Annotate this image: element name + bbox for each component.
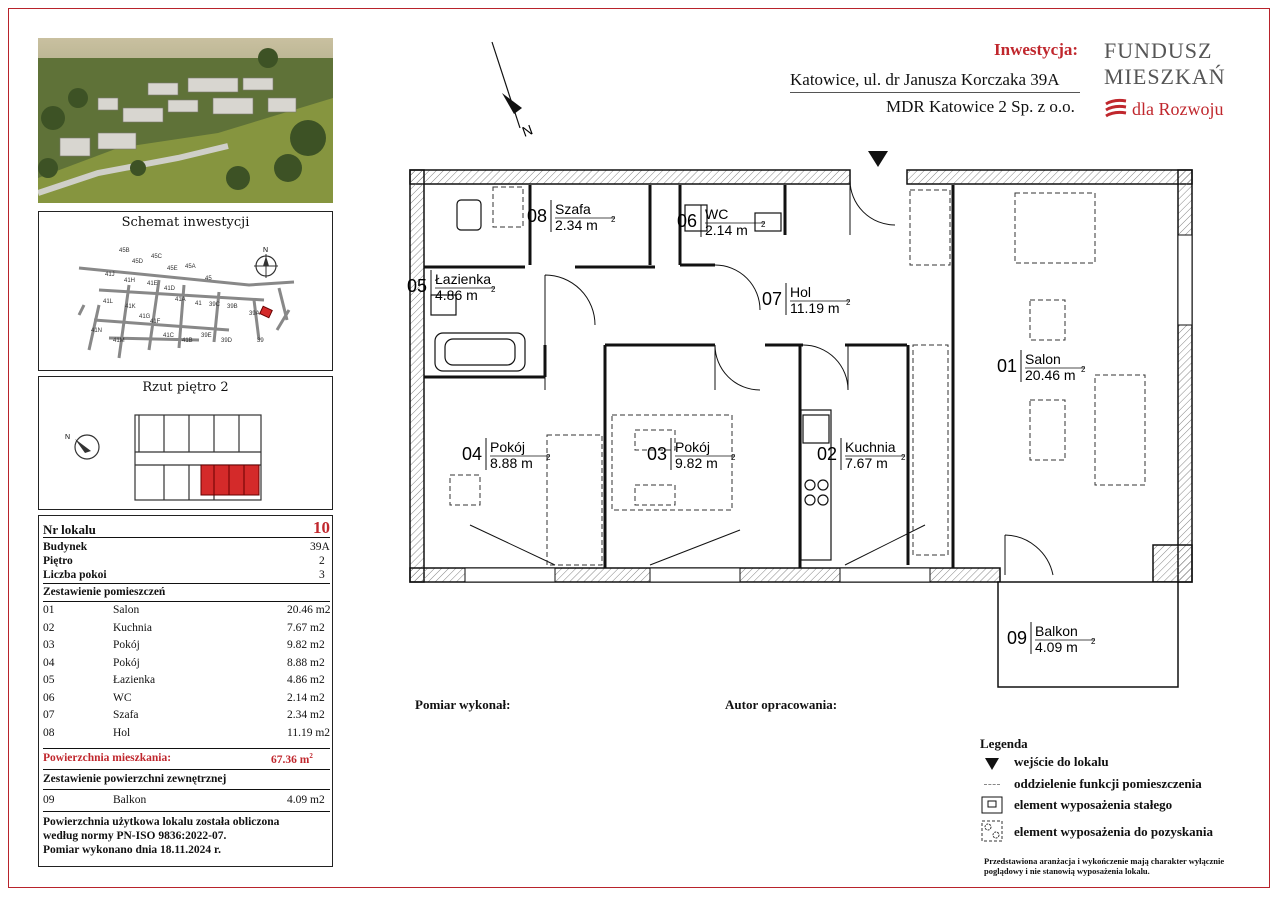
svg-text:41N: 41N	[91, 328, 103, 334]
unit-highlight	[201, 465, 259, 495]
room-row-name: Kuchnia	[113, 621, 152, 634]
room-row-name: WC	[113, 691, 132, 704]
svg-text:Salon: Salon	[1025, 351, 1061, 367]
svg-text:Pokój: Pokój	[490, 439, 526, 455]
disclaimer-line-1: Przedstawiona aranżacja i wykończenie mają charakter wyłącznie	[984, 856, 1225, 866]
floor-value: 2	[319, 555, 325, 567]
legend-fixed: element wyposażenia stałego	[1014, 797, 1173, 812]
svg-text:39: 39	[257, 338, 264, 344]
svg-text:Balkon: Balkon	[1035, 623, 1078, 639]
unit-number-label: Nr lokalu	[43, 522, 96, 537]
svg-text:Kuchnia: Kuchnia	[845, 439, 896, 455]
svg-text:45B: 45B	[119, 248, 130, 254]
room-row-area: 9.82 m2	[287, 639, 325, 651]
note-line-3: Pomiar wykonano dnia 18.11.2024 r.	[43, 844, 221, 856]
svg-text:01: 01	[997, 356, 1018, 376]
room-label-08	[527, 200, 616, 233]
svg-text:8.88 m: 8.88 m	[490, 455, 533, 471]
room-row-no: 04	[43, 656, 55, 669]
legend-divider: oddzielenie funkcji pomieszczenia	[1014, 776, 1202, 791]
room-row-name: Pokój	[113, 639, 140, 651]
legend	[980, 736, 1250, 876]
svg-text:2: 2	[611, 215, 616, 224]
svg-text:41M: 41M	[113, 338, 125, 344]
wall-top-left	[410, 170, 850, 184]
svg-text:41L: 41L	[103, 299, 114, 305]
room-row-area: 7.67 m2	[287, 621, 325, 634]
room-label-01	[997, 350, 1086, 383]
svg-text:41D: 41D	[164, 286, 176, 292]
legend-entry: wejście do lokalu	[1014, 754, 1109, 769]
svg-text:39E: 39E	[201, 333, 212, 339]
svg-text:2: 2	[731, 453, 736, 462]
fixed-fixtures	[431, 200, 831, 560]
svg-text:45E: 45E	[167, 266, 178, 272]
svg-text:39C: 39C	[209, 302, 221, 308]
svg-text:39D: 39D	[221, 338, 233, 344]
svg-text:2: 2	[1081, 365, 1086, 374]
svg-text:07: 07	[762, 289, 783, 309]
outdoor-row-name: Balkon	[113, 794, 147, 806]
svg-text:WC: WC	[705, 206, 729, 222]
room-row-name: Łazienka	[113, 674, 156, 686]
building-value: 39A	[310, 541, 330, 553]
svg-text:03: 03	[647, 444, 668, 464]
svg-text:41E: 41E	[147, 281, 158, 287]
author-label: Autor opracowania:	[725, 697, 838, 712]
svg-text:41G: 41G	[139, 314, 151, 320]
svg-text:2.14 m: 2.14 m	[705, 222, 748, 238]
svg-text:41F: 41F	[150, 319, 161, 325]
svg-text:N: N	[65, 434, 71, 441]
entry-marker-icon	[984, 757, 1000, 771]
svg-text:N: N	[519, 121, 535, 140]
aerial-visualization	[38, 38, 333, 203]
room-row-no: 08	[43, 726, 55, 739]
room-row-no: 03	[43, 639, 55, 651]
svg-text:4.09 m: 4.09 m	[1035, 639, 1078, 655]
svg-text:N: N	[263, 247, 269, 254]
svg-text:11.19 m: 11.19 m	[790, 300, 840, 316]
room-row-name: Hol	[113, 726, 131, 739]
room-row-area: 2.34 m2	[287, 709, 325, 721]
svg-text:09: 09	[1007, 628, 1028, 648]
unit-number-value: 10	[313, 518, 330, 537]
compass-icon	[65, 434, 99, 459]
scheme-map	[39, 230, 332, 370]
wall-top-right	[907, 170, 1192, 184]
svg-text:4.86 m: 4.86 m	[435, 287, 478, 303]
svg-text:7.67 m: 7.67 m	[845, 455, 888, 471]
room-label-07	[762, 283, 851, 316]
floor-plan	[405, 145, 1195, 690]
room-row-name: Pokój	[113, 656, 140, 669]
room-row-area: 8.88 m2	[287, 656, 325, 669]
inner-walls	[424, 185, 953, 568]
fixed-element-icon	[981, 796, 1003, 814]
svg-text:Hol: Hol	[790, 284, 812, 300]
optional-element-icon	[981, 820, 1003, 842]
outdoor-row-no: 09	[43, 794, 55, 806]
svg-text:2: 2	[546, 453, 551, 462]
entrance-marker-icon	[868, 151, 888, 167]
room-label-04	[462, 438, 551, 471]
floor-key-map	[39, 397, 332, 509]
svg-text:45A: 45A	[185, 264, 196, 270]
svg-text:08: 08	[527, 206, 548, 226]
svg-text:Pokój: Pokój	[675, 439, 711, 455]
svg-text:41K: 41K	[125, 304, 136, 310]
investment-address: Katowice, ul. dr Janusza Korczaka 39A	[790, 70, 1060, 89]
room-row-name: Salon	[113, 604, 140, 616]
svg-text:9.82 m: 9.82 m	[675, 455, 718, 471]
svg-text:2: 2	[846, 298, 851, 307]
svg-text:02: 02	[817, 444, 838, 464]
investment-company: MDR Katowice 2 Sp. z o.o.	[886, 97, 1075, 116]
investment-scheme-panel	[38, 211, 333, 371]
room-row-name: Szafa	[113, 709, 139, 721]
svg-text:06: 06	[677, 211, 698, 231]
floor-key-panel	[38, 376, 333, 510]
room-row-no: 07	[43, 709, 55, 721]
divider-line-icon	[984, 784, 1000, 785]
total-area-value: 67.36 $m^2$	[271, 752, 313, 766]
room-row-area: 11.19 m2	[287, 726, 331, 739]
svg-text:45D: 45D	[132, 259, 144, 265]
svg-text:20.46 m: 20.46 m	[1025, 367, 1076, 383]
svg-text:41J: 41J	[105, 272, 115, 278]
svg-text:39A: 39A	[249, 311, 260, 317]
svg-text:2: 2	[491, 285, 496, 294]
room-row-area: 4.86 m2	[287, 674, 325, 686]
floor-key-title: Rzut piętro 2	[142, 380, 229, 395]
svg-text:41H: 41H	[124, 278, 136, 284]
building-label: Budynek	[43, 541, 88, 553]
outdoor-heading: Zestawienie powierzchni zewnętrznej	[43, 773, 227, 785]
rooms-count-value: 3	[319, 569, 325, 581]
svg-text:41: 41	[195, 301, 202, 307]
unit-info-panel	[38, 515, 333, 867]
note-line-1: Powierzchnia użytkowa lokalu została obliczona	[43, 816, 280, 828]
scheme-title: Schemat inwestycji	[121, 215, 250, 230]
investment-label: Inwestycja:	[994, 40, 1079, 59]
room-row-area: 2.14 m2	[287, 691, 325, 704]
svg-text:41B: 41B	[182, 338, 193, 344]
svg-text:39B: 39B	[227, 304, 238, 310]
svg-text:41C: 41C	[163, 333, 175, 339]
logo-stripes-icon	[1104, 98, 1132, 120]
disclaimer-line-2: poglądowy i nie stanowią wyposażenia lokalu.	[984, 866, 1150, 876]
svg-text:2: 2	[1091, 637, 1096, 646]
wall-right	[1178, 170, 1192, 582]
svg-text:2: 2	[761, 220, 766, 229]
legend-optional: element wyposażenia do pozyskania	[1014, 824, 1213, 839]
wall-left	[410, 170, 424, 582]
svg-text:45C: 45C	[151, 254, 163, 260]
svg-text:05: 05	[407, 276, 428, 296]
svg-text:Łazienka: Łazienka	[435, 271, 492, 287]
floor-label: Piętro	[43, 555, 73, 567]
rooms-heading: Zestawienie pomieszczeń	[43, 586, 166, 598]
room-row-no: 01	[43, 604, 55, 616]
room-row-no: 06	[43, 691, 55, 704]
rooms-count-label: Liczba pokoi	[43, 569, 107, 581]
total-area-label: Powierzchnia mieszkania:	[43, 752, 172, 764]
north-arrow-icon	[480, 38, 550, 143]
svg-text:2.34 m: 2.34 m	[555, 217, 598, 233]
north-icon	[254, 247, 278, 278]
room-row-no: 02	[43, 621, 55, 634]
legend-title: Legenda	[980, 736, 1028, 751]
note-line-2: według normy PN-ISO 9836:2022-07.	[43, 830, 227, 842]
svg-text:45: 45	[205, 276, 212, 282]
logo: FUNDUSZ MIESZKAŃ dla Rozwoju	[1104, 38, 1226, 119]
measured-by-label: Pomiar wykonał:	[415, 697, 511, 712]
svg-text:41A: 41A	[175, 297, 186, 303]
room-row-area: 20.46 m2	[287, 604, 331, 616]
svg-text:2: 2	[901, 453, 906, 462]
room-row-no: 05	[43, 674, 55, 686]
highlighted-building	[260, 306, 272, 317]
room-label-03	[647, 438, 736, 471]
svg-text:04: 04	[462, 444, 483, 464]
outdoor-row-area: 4.09 m2	[287, 794, 325, 806]
svg-text:Szafa: Szafa	[555, 201, 591, 217]
